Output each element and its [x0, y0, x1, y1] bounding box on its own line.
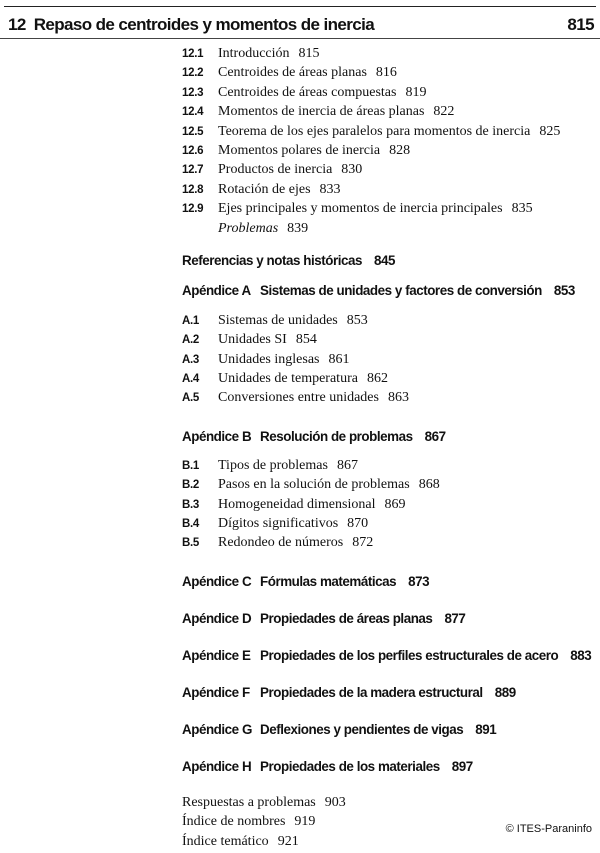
toc-entry — [182, 313, 592, 332]
appendix-heading — [182, 759, 592, 779]
section-page: 815 — [298, 46, 320, 61]
section-number: 12.7 — [182, 164, 204, 177]
section-number: 12.5 — [182, 125, 204, 138]
appendix-title: Deflexiones y pendientes de vigas — [260, 721, 464, 737]
appendix-page: 897 — [451, 758, 473, 774]
section-title: Teorema de los ejes paralelos para momentos de inercia — [218, 123, 531, 139]
section-title: Centroides de áreas compuestas — [218, 84, 397, 100]
section-page: 862 — [366, 371, 388, 387]
toc-entry — [182, 124, 592, 143]
section-title: Unidades inglesas — [218, 351, 320, 367]
section-page: 822 — [433, 104, 455, 120]
section-title: Redondeo de números — [218, 535, 344, 551]
appendix-page: 883 — [570, 647, 592, 663]
appendix-a-section-list — [182, 313, 592, 410]
toc-entry-problems — [182, 221, 592, 240]
section-title: Pasos en la solución de problemas — [218, 477, 410, 493]
section-number: 12.8 — [182, 183, 204, 196]
back-matter-page: 903 — [324, 794, 346, 810]
appendix-page: 891 — [475, 721, 497, 737]
section-number: 12.2 — [182, 67, 204, 80]
appendix-label: Apéndice E — [182, 647, 251, 663]
section-page: 869 — [384, 496, 406, 512]
chapter-page: 815 — [567, 15, 594, 34]
section-number: B.3 — [182, 498, 199, 511]
section-number: 12.1 — [182, 48, 204, 60]
appendix-label: Apéndice B — [182, 428, 252, 444]
toc-entry — [182, 477, 592, 496]
toc-entry — [182, 332, 592, 351]
toc-entry — [182, 535, 592, 554]
appendix-b-section-list — [182, 458, 592, 555]
appendix-heading — [182, 611, 592, 631]
appendix-page: 853 — [553, 282, 575, 298]
section-page: 819 — [405, 84, 427, 100]
section-page: 867 — [336, 457, 358, 473]
section-page: 863 — [387, 390, 409, 406]
appendix-heading — [182, 648, 592, 668]
references-heading — [182, 253, 592, 273]
references-title: Referencias y notas históricas — [182, 252, 363, 268]
toc-entry — [182, 371, 592, 390]
section-number: 12.4 — [182, 106, 204, 119]
section-number: B.5 — [182, 537, 199, 550]
section-title: Tipos de problemas — [218, 457, 328, 473]
appendix-title: Fórmulas matemáticas — [260, 573, 397, 589]
section-title: Introducción — [218, 46, 290, 61]
section-number: 12.6 — [182, 144, 204, 157]
problems-title: Problemas — [218, 220, 279, 236]
section-title: Ejes principales y momentos de inercia principales — [218, 201, 503, 217]
section-page: 854 — [295, 332, 317, 348]
problems-page: 839 — [287, 220, 309, 236]
section-page: 861 — [328, 351, 350, 367]
section-number: A.2 — [182, 334, 199, 347]
back-matter-entry — [182, 834, 592, 853]
chapter-section-list — [182, 46, 592, 240]
appendix-heading — [182, 685, 592, 705]
section-page: 835 — [511, 201, 533, 217]
appendix-title: Propiedades de la madera estructural — [260, 684, 483, 700]
section-page: 870 — [347, 516, 369, 532]
appendix-page: 873 — [408, 573, 430, 589]
appendix-label: Apéndice C — [182, 573, 252, 589]
toc-content — [182, 46, 592, 853]
section-title: Momentos de inercia de áreas planas — [218, 104, 425, 120]
section-number: A.5 — [182, 392, 199, 405]
section-number: B.1 — [182, 459, 199, 472]
toc-entry — [182, 497, 592, 516]
appendix-heading — [182, 283, 592, 303]
toc-entry — [182, 458, 592, 477]
appendix-title: Sistemas de unidades y factores de conversión — [260, 282, 542, 298]
toc-entry — [182, 65, 592, 84]
appendix-heading — [182, 574, 592, 594]
appendix-title: Resolución de problemas — [260, 428, 413, 444]
section-number: B.2 — [182, 479, 199, 492]
section-number: A.4 — [182, 373, 199, 386]
back-matter-title: Índice temático — [182, 833, 269, 849]
appendix-heading — [182, 722, 592, 742]
toc-entry — [182, 182, 592, 201]
chapter-number: 12 — [8, 15, 26, 34]
appendix-page: 877 — [444, 610, 466, 626]
section-page: 816 — [375, 65, 397, 81]
appendix-title: Propiedades de los materiales — [260, 758, 440, 774]
back-matter-title: Respuestas a problemas — [182, 794, 316, 810]
section-title: Unidades de temperatura — [218, 371, 358, 387]
back-matter-entry — [182, 795, 592, 814]
toc-entry — [182, 85, 592, 104]
references-page: 845 — [374, 252, 396, 268]
toc-entry — [182, 516, 592, 535]
toc-entry — [182, 143, 592, 162]
section-title: Sistemas de unidades — [218, 312, 338, 328]
section-page: 833 — [319, 181, 341, 197]
section-page: 825 — [539, 123, 561, 139]
appendix-heading — [182, 429, 592, 449]
chapter-title: Repaso de centroides y momentos de inercia — [33, 15, 375, 34]
appendix-page: 867 — [424, 428, 446, 444]
section-page: 872 — [352, 535, 374, 551]
appendix-label: Apéndice A — [182, 282, 251, 298]
toc-entry — [182, 104, 592, 123]
publisher-footer: © ITES-Paraninfo — [505, 823, 592, 835]
chapter-header — [8, 12, 594, 38]
section-number: A.3 — [182, 353, 199, 366]
section-page: 853 — [346, 312, 368, 328]
toc-entry — [182, 352, 592, 371]
appendix-page: 889 — [494, 684, 516, 700]
toc-entry — [182, 46, 592, 65]
appendix-label: Apéndice H — [182, 758, 252, 774]
section-number: B.4 — [182, 518, 199, 531]
appendix-label: Apéndice G — [182, 721, 252, 737]
section-title: Homogeneidad dimensional — [218, 496, 376, 512]
section-title: Rotación de ejes — [218, 181, 311, 197]
section-page: 868 — [418, 477, 440, 493]
section-number: 12.9 — [182, 203, 204, 216]
appendix-label: Apéndice D — [182, 610, 252, 626]
section-page: 830 — [341, 162, 363, 178]
section-title: Conversiones entre unidades — [218, 390, 379, 406]
back-matter-page: 921 — [277, 833, 299, 849]
section-title: Momentos polares de inercia — [218, 142, 381, 158]
section-title: Dígitos significativos — [218, 516, 339, 532]
toc-entry — [182, 390, 592, 409]
back-matter-page: 919 — [294, 814, 316, 830]
section-title: Centroides de áreas planas — [218, 65, 367, 81]
appendix-title: Propiedades de áreas planas — [260, 610, 433, 626]
appendix-label: Apéndice F — [182, 684, 250, 700]
toc-entry — [182, 162, 592, 181]
section-page: 828 — [389, 142, 411, 158]
section-title: Productos de inercia — [218, 162, 333, 178]
back-matter-title: Índice de nombres — [182, 814, 286, 830]
section-title: Unidades SI — [218, 332, 287, 348]
section-number: A.1 — [182, 314, 199, 327]
header-rule — [0, 38, 600, 39]
appendix-title: Propiedades de los perfiles estructurales de acero — [260, 647, 559, 663]
top-rule — [4, 6, 596, 7]
toc-entry — [182, 201, 592, 220]
section-number: 12.3 — [182, 86, 204, 99]
